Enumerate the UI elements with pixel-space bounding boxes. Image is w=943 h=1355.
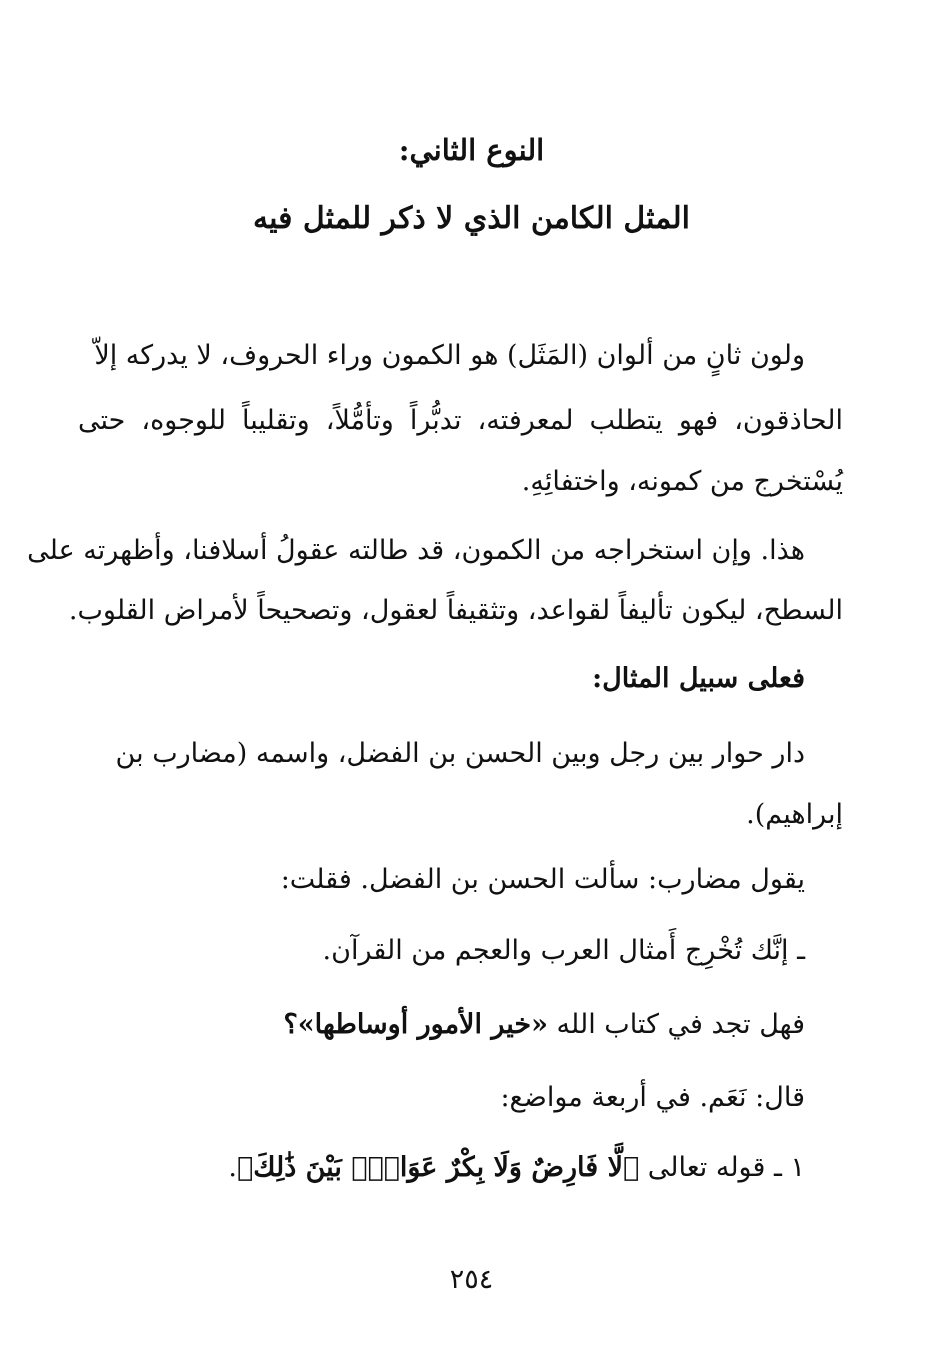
paragraph-8: قال: نَعَم. في أربعة مواضع: (500, 1082, 805, 1113)
paragraph-7-prefix: فهل تجد في كتاب الله (547, 1009, 805, 1040)
quran-verse: ﴿لَّا فَارِضٌ وَلَا بِكْرٌ عَوَانٌۢ بَيْنَ ذَٰلِكَ﴾ (237, 1152, 640, 1183)
paragraph-4-line-2: إبراهيم). (746, 799, 843, 830)
paragraph-5: يقول مضارب: سألت الحسن بن الفضل. فقلت: (280, 864, 805, 895)
proverb-quote: «خير الأمور أوساطها»؟ (283, 1009, 548, 1040)
paragraph-9-prefix: ١ ـ قوله تعالى (639, 1152, 805, 1183)
paragraph-1-line-1: ولون ثانٍ من ألوان (المَثَل) هو الكمون وراء الحروف، لا يدركه إلاّ (94, 340, 805, 371)
paragraph-7 (283, 1005, 805, 1045)
section-title: المثل الكامن الذي لا ذكر للمثل فيه (252, 201, 691, 236)
paragraph-2-line-2: السطح، ليكون تأليفاً لقواعد، وتثقيفاً لعقول، وتصحيحاً لأمراض القلوب. (68, 595, 843, 626)
paragraph-9-suffix: . (228, 1152, 238, 1183)
paragraph-2-line-1: هذا. وإن استخراجه من الكمون، قد طالته عقولُ أسلافنا، وأظهرته على (27, 535, 805, 566)
paragraph-9 (228, 1148, 805, 1188)
paragraph-6: ـ إنَّك تُخْرِج أَمثال العرب والعجم من القرآن. (322, 935, 805, 966)
page-number: ٢٥٤ (449, 1264, 494, 1295)
paragraph-1-line-2: الحاذقون، فهو يتطلب لمعرفته، تدبُّراً وتأمُّلاً، وتقليباً للوجوه، حتى (78, 405, 843, 436)
paragraph-1-line-3: يُسْتخرج من كمونه، واختفائِهِ. (521, 466, 843, 497)
section-kind-heading: النوع الثاني: (398, 133, 545, 167)
paragraph-3-example-intro: فعلى سبيل المثال: (592, 663, 805, 694)
paragraph-4-line-1: دار حوار بين رجل وبين الحسن بن الفضل، واسمه (مضارب بن (115, 738, 805, 769)
